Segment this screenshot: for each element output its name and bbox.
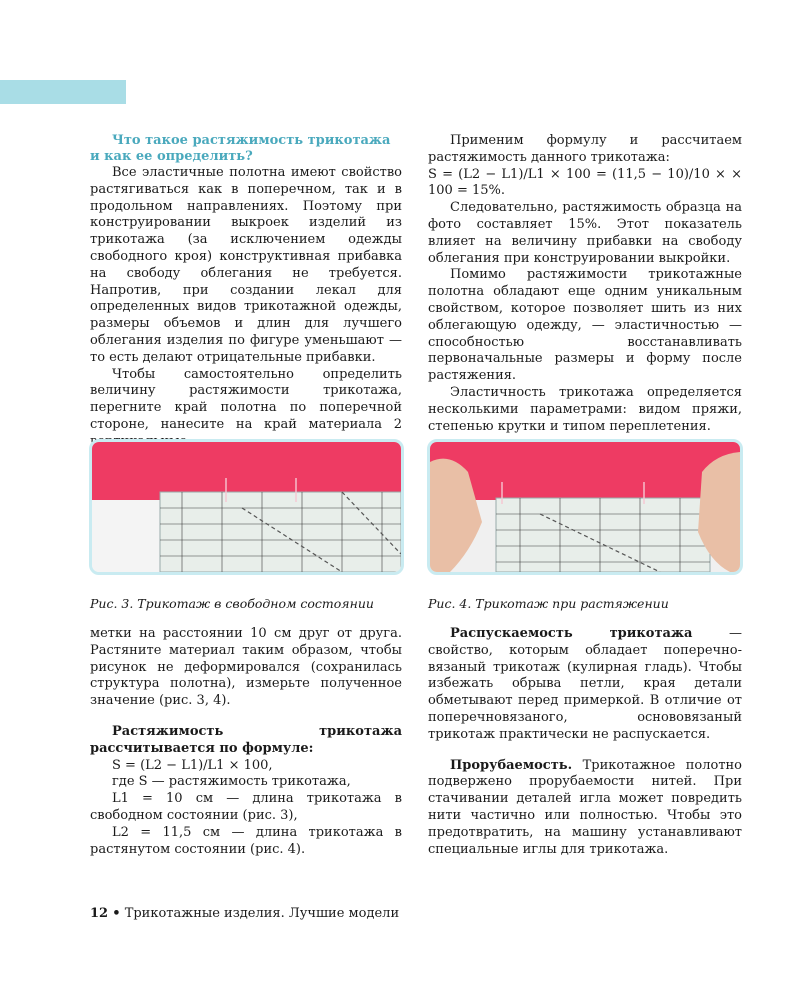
paragraph: метки на расстоянии 10 см друг от друга. Растяните материал таким образом, чтобы рисунок не деформировался (сохранилась структура полотна), измерьте полученное значение (рис. 3, 4). xyxy=(90,626,402,709)
paragraph: Чтобы самостоятельно определить величину растяжимости трикотажа, перегните край полотна по поперечной стороне, нанесите на край материала 2 xyxy=(90,366,402,432)
figure-3-caption: Рис. 3. Трикотаж в свободном состоянии xyxy=(90,596,374,611)
paragraph: Помимо растяжимости трикотажные полотна обладают еще одним уникальным свойством, которое позволяет шить из них облегающую одежду, — эластичностью — способностью восстанавливать первоначальные размеры и форму после растяжения. xyxy=(428,267,742,384)
paragraph-unraveling xyxy=(428,626,742,744)
text-unraveling: — свойство, которым обладает поперечно-вязаный трикотаж (кулирная гладь). Чтобы избежать обрыва петли, края детали обметывают перед примеркой. В отличие от поперечновязаного, основовязаный трикотаж практически не распускается. xyxy=(428,626,742,742)
text-cutting: Трикотажное полотно подвержено прорубаемости нитей. При стачивании деталей игла может повредить нити частично или полностью. Чтобы это предотвратить, на машину устанавливают специальные иглы для трикотажа. xyxy=(428,757,742,857)
paragraph: Следовательно, растяжимость образца на фото составляет 15%. Этот показатель влияет на величину прибавки на свободу облегания при конструировании выкройки. xyxy=(428,200,742,266)
formula-l1: L1 = 10 см — длина трикотажа в свободном состоянии (рис. 3), xyxy=(90,791,402,823)
section-heading: Что такое растяжимость трикотажа и как ее определить? xyxy=(90,133,391,164)
formula-l2: L2 = 11,5 см — длина трикотажа в растянутом состоянии (рис. 4). xyxy=(90,824,402,857)
left-column-top xyxy=(90,133,402,451)
paragraph: Применим формулу и рассчитаем растяжимость данного трикотажа: xyxy=(428,133,742,165)
figure-4-photo xyxy=(427,439,743,575)
formula-where: где S — растяжимость трикотажа, xyxy=(112,774,351,790)
right-column-top xyxy=(428,133,742,435)
paragraph: Эластичность трикотажа определяется несколькими параметрами: видом пряжи, степенью крутки и типом переплетения. xyxy=(428,384,742,434)
figure-3-photo xyxy=(89,439,404,575)
formula: S = (L2 − L1)/L1 × 100, xyxy=(112,757,273,773)
fabric-ruler-illustration xyxy=(92,442,401,572)
paragraph: Все эластичные полотна имеют свойство растягиваться как в поперечном, так и в продольном направлениях. Поэтому при конструировании выкроек изделий из трикотажа (за исключением одежды свободного кроя) конструктивная прибавка на свободу облегания не требуется. Напротив, при создании лекал для определенных видов трикотажной одежды, размеры объемов и длин для лучшего облегания изделия по фигуре уменьшают — то есть делают отрицательные прибавки. xyxy=(90,165,402,365)
page-footer xyxy=(90,906,399,921)
book-title: Трикотажные изделия. Лучшие модели xyxy=(124,906,400,921)
formula-heading: Растяжимость трикотажа рассчитывается по формуле: xyxy=(90,723,402,756)
right-column-bottom xyxy=(428,626,742,858)
paragraph-cutting xyxy=(428,758,742,859)
header-tab-bar xyxy=(0,80,126,104)
figure-4-caption: Рис. 4. Трикотаж при растяжении xyxy=(428,596,669,611)
left-column-bottom xyxy=(90,626,402,858)
page-number: 12 xyxy=(90,906,109,921)
formula-calculation: S = (L2 − L1)/L1 × 100 = (11,5 − 10)/10 × × 100 = 15%. xyxy=(428,166,742,199)
term-unraveling: Распускаемость трикотажа xyxy=(450,626,693,641)
fabric-stretched-illustration xyxy=(430,442,740,572)
footer-bullet: • xyxy=(112,906,121,921)
term-cutting: Прорубаемость. xyxy=(450,757,573,773)
